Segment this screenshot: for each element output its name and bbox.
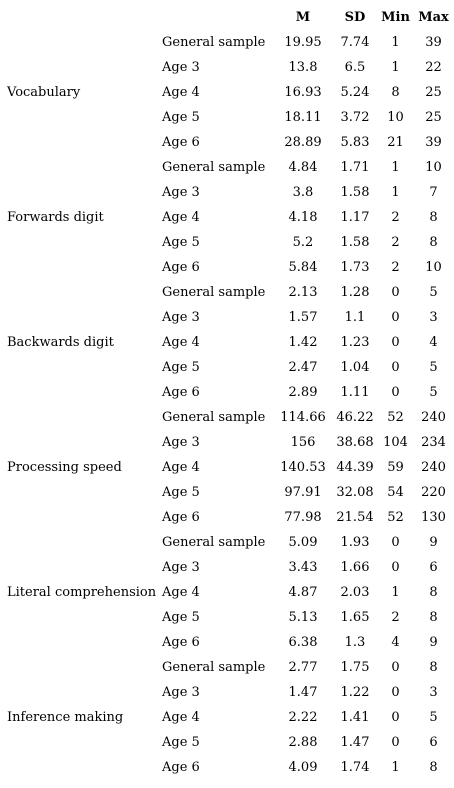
min-value: 0: [391, 735, 400, 750]
max-value: 25: [425, 85, 442, 100]
group-label: General sample: [162, 410, 266, 425]
table-row: [1, 655, 453, 680]
group-label: Age 5: [162, 485, 200, 500]
variable-cell: [1, 605, 158, 630]
header-sd: SD: [344, 10, 366, 25]
min-value: 0: [391, 710, 400, 725]
sd-value: 1.11: [340, 385, 370, 400]
sd-value: 3.72: [340, 110, 370, 125]
max-value: 8: [429, 610, 438, 625]
min-value: 1: [391, 760, 400, 775]
sd-value: 6.5: [344, 60, 366, 75]
max-value: 39: [425, 35, 442, 50]
header-variable: [1, 5, 158, 30]
table-row: [1, 480, 453, 505]
mean-value: 18.11: [284, 110, 322, 125]
variable-cell: [1, 55, 158, 80]
group-label: General sample: [162, 285, 266, 300]
mean-value: 19.95: [284, 35, 322, 50]
mean-value: 5.13: [288, 610, 318, 625]
group-label: Age 3: [162, 60, 200, 75]
table-row: [1, 80, 453, 105]
sd-value: 1.93: [340, 535, 370, 550]
min-value: 0: [391, 660, 400, 675]
sd-value: 32.08: [336, 485, 374, 500]
min-value: 1: [391, 585, 400, 600]
group-label: Age 6: [162, 260, 200, 275]
sd-value: 21.54: [336, 510, 374, 525]
max-value: 22: [425, 60, 442, 75]
max-value: 8: [429, 660, 438, 675]
table-row: [1, 355, 453, 380]
max-value: 8: [429, 585, 438, 600]
variable-cell: [1, 130, 158, 155]
mean-value: 13.8: [288, 60, 318, 75]
variable-cell: [1, 630, 158, 655]
min-value: 10: [387, 110, 404, 125]
sd-value: 1.65: [340, 610, 370, 625]
variable-cell: [1, 230, 158, 255]
mean-value: 2.77: [288, 660, 318, 675]
min-value: 0: [391, 535, 400, 550]
table-row: [1, 130, 453, 155]
max-value: 25: [425, 110, 442, 125]
table-row: [1, 705, 453, 730]
table-row: [1, 455, 453, 480]
table-row: [1, 430, 453, 455]
variable-cell: [1, 355, 158, 380]
table-row: [1, 505, 453, 530]
max-value: 3: [429, 685, 438, 700]
sd-value: 1.41: [340, 710, 370, 725]
sd-value: 5.24: [340, 85, 370, 100]
min-value: 59: [387, 460, 404, 475]
group-label: Age 3: [162, 685, 200, 700]
variable-cell: [1, 380, 158, 405]
header-max: Max: [418, 10, 449, 25]
mean-value: 2.88: [288, 735, 318, 750]
max-value: 10: [425, 260, 442, 275]
group-label: Age 4: [162, 460, 200, 475]
min-value: 1: [391, 60, 400, 75]
group-label: Age 4: [162, 710, 200, 725]
mean-value: 4.09: [288, 760, 318, 775]
group-label: Age 3: [162, 310, 200, 325]
variable-cell: [1, 105, 158, 130]
max-value: 6: [429, 560, 438, 575]
min-value: 21: [387, 135, 404, 150]
sd-value: 38.68: [336, 435, 374, 450]
group-label: Age 6: [162, 760, 200, 775]
min-value: 54: [387, 485, 404, 500]
variable-name: Backwards digit: [7, 335, 114, 350]
min-value: 0: [391, 285, 400, 300]
table-row: [1, 55, 453, 80]
mean-value: 5.84: [288, 260, 318, 275]
table-row: [1, 380, 453, 405]
group-label: Age 6: [162, 635, 200, 650]
table-row: [1, 230, 453, 255]
sd-value: 1.71: [340, 160, 370, 175]
max-value: 10: [425, 160, 442, 175]
max-value: 4: [429, 335, 438, 350]
mean-value: 6.38: [288, 635, 318, 650]
sd-value: 1.28: [340, 285, 370, 300]
min-value: 52: [387, 410, 404, 425]
max-value: 234: [421, 435, 446, 450]
group-label: Age 3: [162, 560, 200, 575]
table-row: [1, 280, 453, 305]
sd-value: 5.83: [340, 135, 370, 150]
min-value: 104: [383, 435, 408, 450]
sd-value: 1.23: [340, 335, 370, 350]
max-value: 5: [429, 385, 438, 400]
sd-value: 1.58: [340, 185, 370, 200]
mean-value: 77.98: [284, 510, 322, 525]
mean-value: 3.43: [288, 560, 318, 575]
min-value: 1: [391, 160, 400, 175]
max-value: 240: [421, 410, 446, 425]
min-value: 2: [391, 235, 400, 250]
table-row: [1, 180, 453, 205]
table-row: [1, 680, 453, 705]
sd-value: 7.74: [340, 35, 370, 50]
sd-value: 46.22: [336, 410, 374, 425]
sd-value: 1.17: [340, 210, 370, 225]
variable-name: Forwards digit: [7, 210, 104, 225]
table-row: [1, 155, 453, 180]
min-value: 2: [391, 210, 400, 225]
mean-value: 156: [290, 435, 316, 450]
variable-name: Vocabulary: [7, 85, 81, 100]
header-row: [1, 5, 453, 30]
header-mean: M: [295, 10, 311, 25]
sd-value: 44.39: [336, 460, 374, 475]
max-value: 5: [429, 285, 438, 300]
max-value: 39: [425, 135, 442, 150]
table-row: [1, 205, 453, 230]
table-body: [1, 30, 453, 780]
table-row: [1, 755, 453, 780]
sd-value: 1.1: [344, 310, 366, 325]
max-value: 5: [429, 710, 438, 725]
variable-cell: [1, 280, 158, 305]
sd-value: 1.3: [344, 635, 366, 650]
variable-name: Inference making: [7, 710, 124, 725]
variable-cell: [1, 755, 158, 780]
group-label: Age 4: [162, 85, 200, 100]
sd-value: 1.22: [340, 685, 370, 700]
max-value: 9: [429, 635, 438, 650]
mean-value: 140.53: [280, 460, 326, 475]
table-row: [1, 330, 453, 355]
variable-cell: [1, 680, 158, 705]
table-row: [1, 105, 453, 130]
max-value: 240: [421, 460, 446, 475]
mean-value: 114.66: [280, 410, 326, 425]
max-value: 5: [429, 360, 438, 375]
variable-cell: [1, 155, 158, 180]
table-row: [1, 580, 453, 605]
group-label: Age 6: [162, 510, 200, 525]
group-label: Age 4: [162, 210, 200, 225]
group-label: Age 6: [162, 385, 200, 400]
group-label: Age 5: [162, 735, 200, 750]
sd-value: 1.04: [340, 360, 370, 375]
sd-value: 1.47: [340, 735, 370, 750]
min-value: 0: [391, 310, 400, 325]
min-value: 0: [391, 685, 400, 700]
variable-cell: [1, 555, 158, 580]
mean-value: 2.89: [288, 385, 318, 400]
variable-cell: [1, 480, 158, 505]
max-value: 8: [429, 760, 438, 775]
sd-value: 1.58: [340, 235, 370, 250]
variable-cell: [1, 180, 158, 205]
variable-cell: [1, 730, 158, 755]
sd-value: 2.03: [340, 585, 370, 600]
mean-value: 2.47: [288, 360, 318, 375]
min-value: 1: [391, 35, 400, 50]
table-row: [1, 630, 453, 655]
group-label: General sample: [162, 660, 266, 675]
variable-cell: [1, 530, 158, 555]
min-value: 52: [387, 510, 404, 525]
group-label: General sample: [162, 35, 266, 50]
variable-cell: [1, 405, 158, 430]
mean-value: 4.84: [288, 160, 318, 175]
variable-cell: [1, 305, 158, 330]
variable-name: Processing speed: [7, 460, 122, 475]
table-row: [1, 30, 453, 55]
table-row: [1, 605, 453, 630]
min-value: 2: [391, 610, 400, 625]
mean-value: 2.13: [288, 285, 318, 300]
mean-value: 1.47: [288, 685, 318, 700]
group-label: Age 5: [162, 360, 200, 375]
table-row: [1, 255, 453, 280]
header-group: [158, 5, 273, 30]
mean-value: 5.09: [288, 535, 318, 550]
variable-name: Literal comprehension: [7, 585, 157, 600]
max-value: 6: [429, 735, 438, 750]
group-label: Age 4: [162, 335, 200, 350]
variable-cell: [1, 505, 158, 530]
variable-cell: [1, 30, 158, 55]
mean-value: 28.89: [284, 135, 322, 150]
min-value: 8: [391, 85, 400, 100]
table-row: [1, 405, 453, 430]
descriptive-statistics-table: [1, 5, 453, 780]
sd-value: 1.75: [340, 660, 370, 675]
group-label: General sample: [162, 535, 266, 550]
group-label: Age 3: [162, 185, 200, 200]
table-row: [1, 305, 453, 330]
max-value: 9: [429, 535, 438, 550]
mean-value: 2.22: [288, 710, 318, 725]
variable-cell: [1, 655, 158, 680]
group-label: Age 4: [162, 585, 200, 600]
min-value: 4: [391, 635, 400, 650]
mean-value: 3.8: [292, 185, 314, 200]
max-value: 220: [421, 485, 446, 500]
sd-value: 1.66: [340, 560, 370, 575]
min-value: 0: [391, 385, 400, 400]
mean-value: 5.2: [292, 235, 314, 250]
group-label: Age 5: [162, 235, 200, 250]
max-value: 8: [429, 210, 438, 225]
mean-value: 4.87: [288, 585, 318, 600]
group-label: Age 5: [162, 610, 200, 625]
min-value: 2: [391, 260, 400, 275]
mean-value: 1.57: [288, 310, 318, 325]
group-label: Age 6: [162, 135, 200, 150]
min-value: 0: [391, 560, 400, 575]
max-value: 3: [429, 310, 438, 325]
variable-cell: [1, 255, 158, 280]
min-value: 0: [391, 360, 400, 375]
table-row: [1, 555, 453, 580]
sd-value: 1.73: [340, 260, 370, 275]
max-value: 7: [429, 185, 438, 200]
group-label: Age 3: [162, 435, 200, 450]
table-row: [1, 730, 453, 755]
mean-value: 16.93: [284, 85, 322, 100]
mean-value: 4.18: [288, 210, 318, 225]
variable-cell: [1, 430, 158, 455]
min-value: 1: [391, 185, 400, 200]
group-label: Age 5: [162, 110, 200, 125]
max-value: 8: [429, 235, 438, 250]
mean-value: 1.42: [288, 335, 318, 350]
min-value: 0: [391, 335, 400, 350]
mean-value: 97.91: [284, 485, 322, 500]
sd-value: 1.74: [340, 760, 370, 775]
max-value: 130: [421, 510, 446, 525]
table-row: [1, 530, 453, 555]
header-min: Min: [381, 10, 410, 25]
group-label: General sample: [162, 160, 266, 175]
